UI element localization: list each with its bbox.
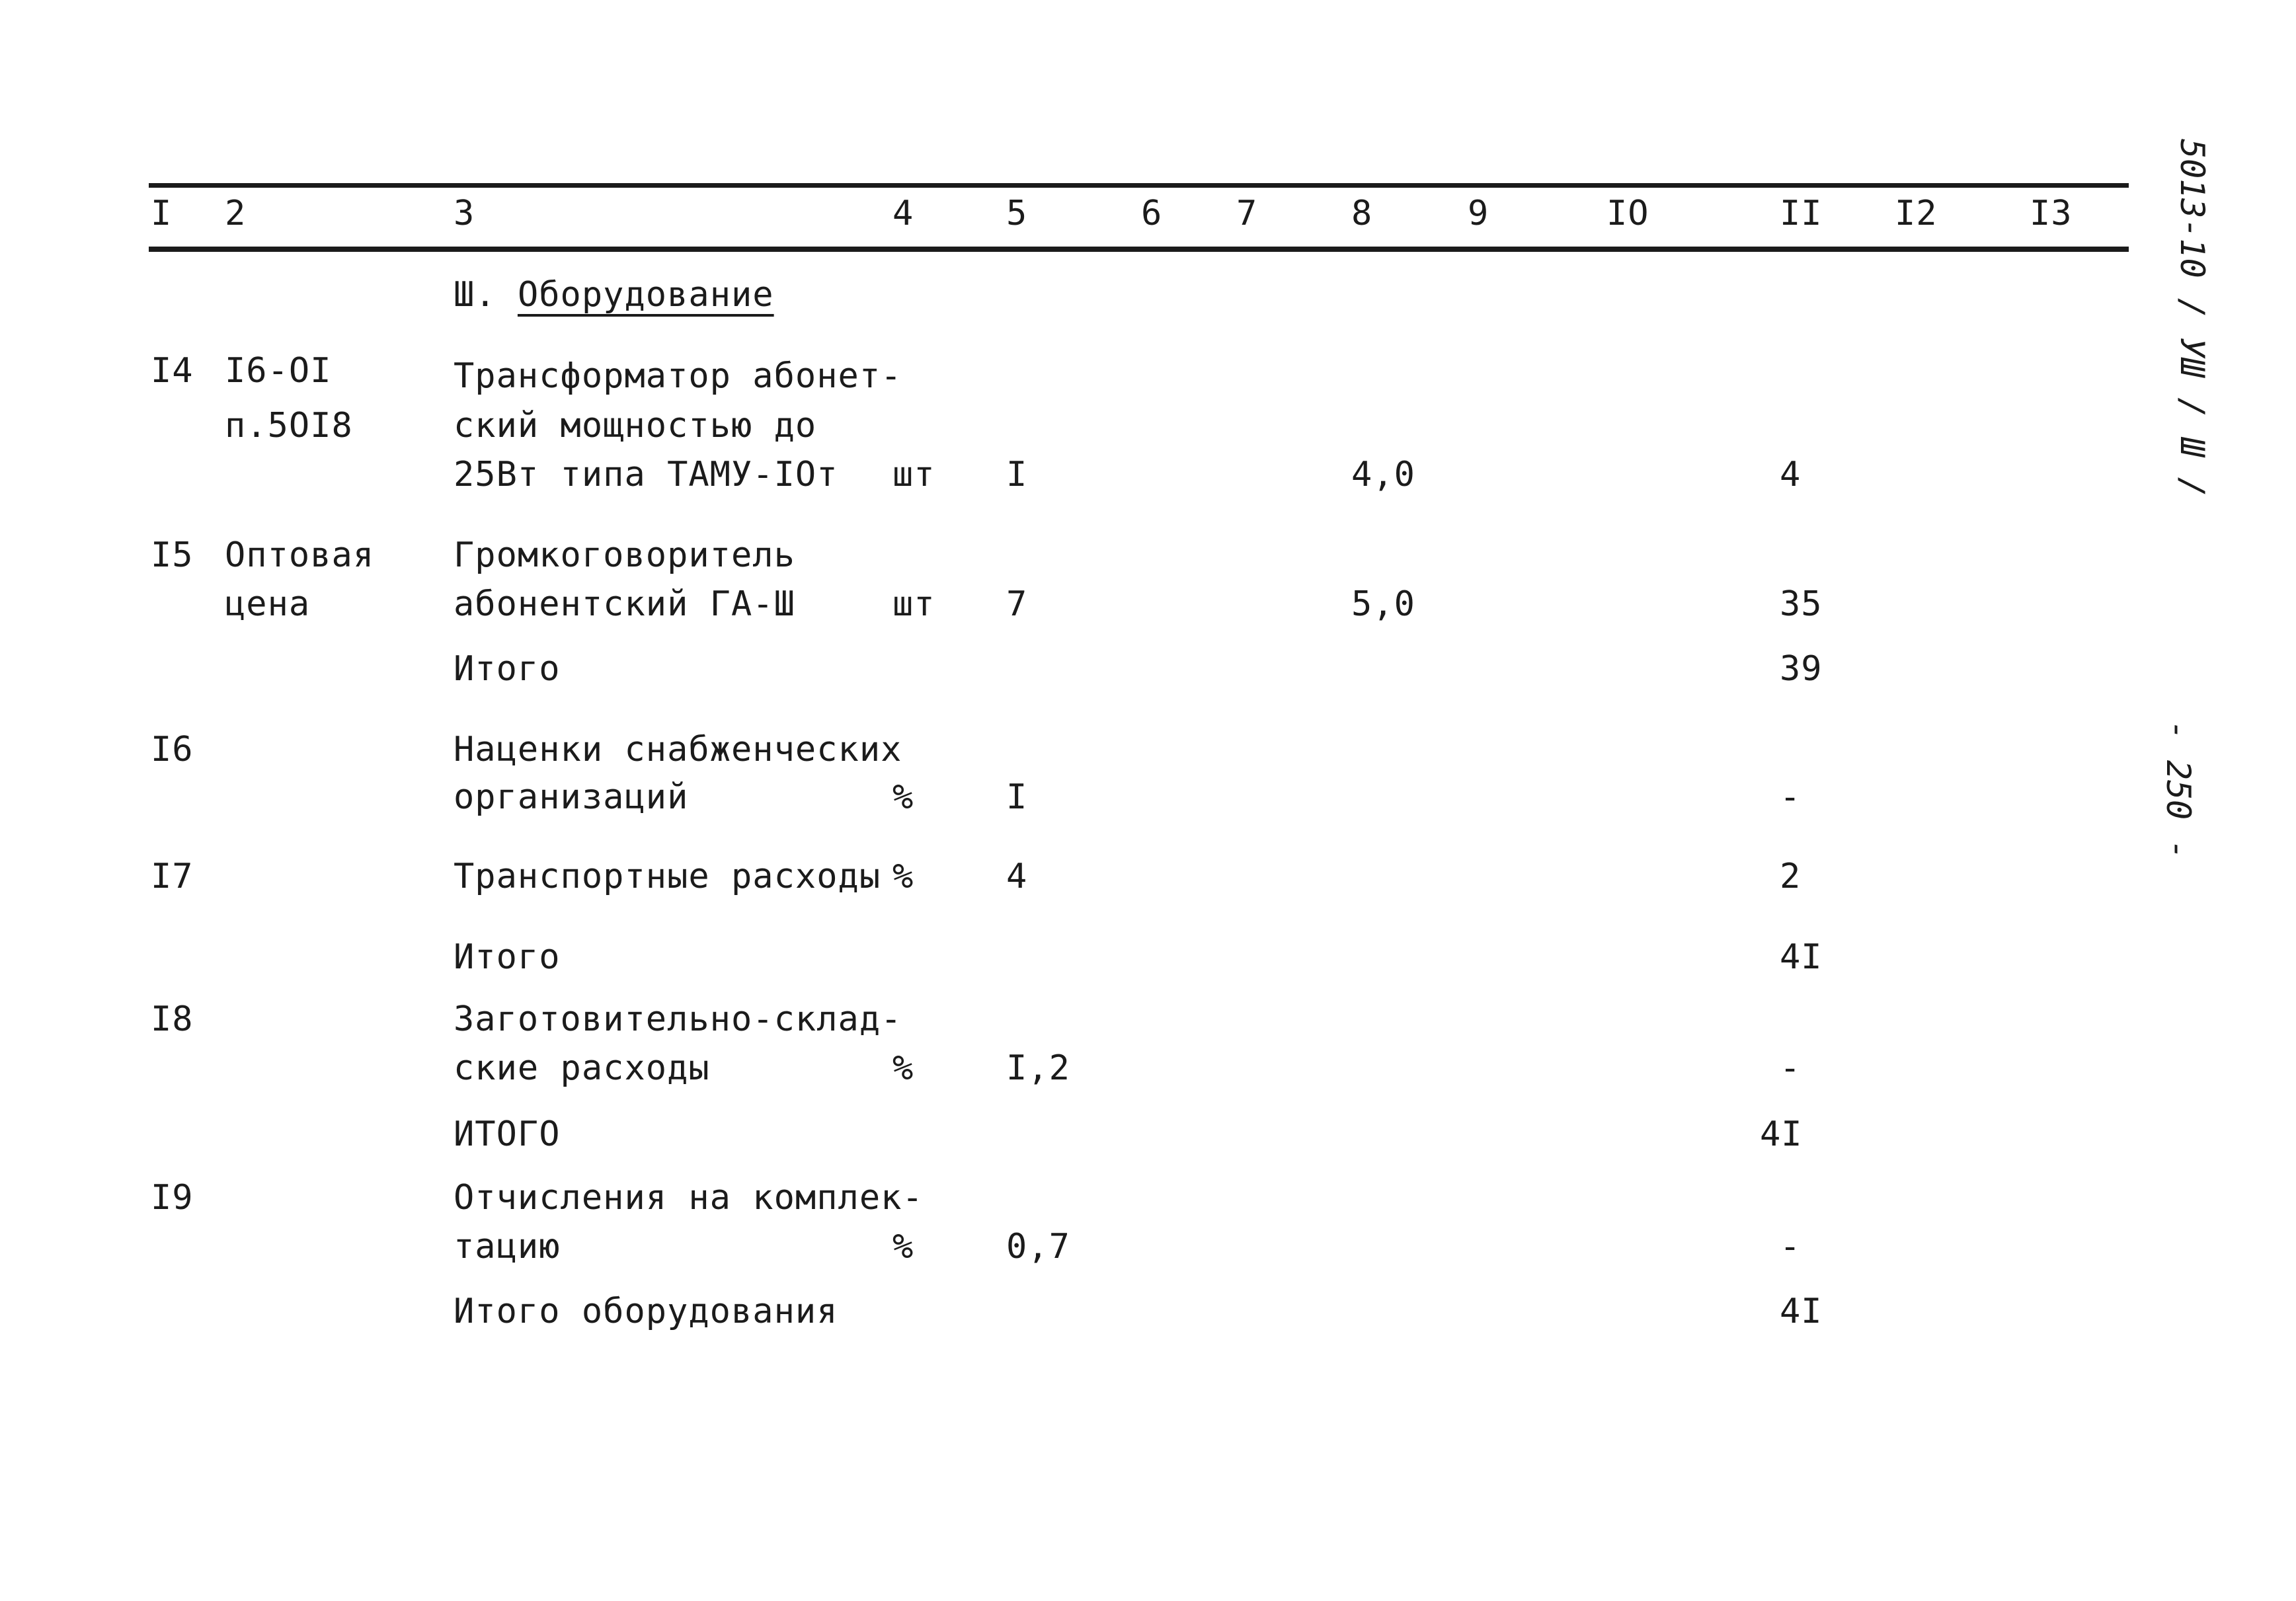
grand-total-value: 4I bbox=[1780, 1292, 1823, 1331]
row-i8-unit: % bbox=[892, 1048, 914, 1088]
row-i8-desc-line-1: Заготовительно-склад- bbox=[454, 999, 902, 1039]
subtotal-1-label: Итого bbox=[454, 649, 561, 689]
col-header-7: 7 bbox=[1236, 194, 1258, 233]
row-i6-qty: I bbox=[1006, 777, 1028, 817]
row-i4-unit: шт bbox=[892, 455, 935, 494]
row-i6-unit: % bbox=[892, 777, 914, 817]
row-i6-desc-line-2: организаций bbox=[454, 777, 689, 817]
table-header-rule bbox=[149, 247, 2129, 252]
row-i5-total: 35 bbox=[1780, 584, 1823, 624]
row-i7-number: I7 bbox=[151, 857, 194, 896]
row-i5-desc-line-1: Громкоговоритель bbox=[454, 535, 795, 575]
row-i4-number: I4 bbox=[151, 351, 194, 391]
table-top-rule bbox=[149, 183, 2129, 188]
col-header-11: II bbox=[1780, 194, 1823, 233]
col-header-13: I3 bbox=[2030, 194, 2073, 233]
row-i6-total: - bbox=[1780, 777, 1801, 817]
col-header-4: 4 bbox=[892, 194, 914, 233]
row-i5-qty: 7 bbox=[1006, 584, 1028, 624]
subtotal-2-total: 4I bbox=[1780, 937, 1823, 977]
row-i7-unit: % bbox=[892, 857, 914, 896]
row-i4-total: 4 bbox=[1780, 455, 1801, 494]
col-header-6: 6 bbox=[1141, 194, 1163, 233]
col-header-1: I bbox=[151, 194, 173, 233]
col-header-3: 3 bbox=[454, 194, 475, 233]
col-header-2: 2 bbox=[225, 194, 247, 233]
col-header-12: I2 bbox=[1895, 194, 1938, 233]
row-i7-qty: 4 bbox=[1006, 857, 1028, 896]
row-i6-desc-line-1: Наценки снабженческих bbox=[454, 730, 902, 769]
row-i4-desc-line-3: 25Вт типа ТАМУ-IOт bbox=[454, 455, 838, 494]
row-i9-desc-line-2: тацию bbox=[454, 1227, 561, 1267]
col-header-5: 5 bbox=[1006, 194, 1028, 233]
row-i5-basis-line-2: цена bbox=[225, 584, 311, 624]
grand-total-label: Итого оборудования bbox=[454, 1292, 838, 1331]
row-i5-price: 5,0 bbox=[1351, 584, 1415, 624]
margin-document-code: 5013-10 / УШ / Ш / bbox=[2173, 139, 2211, 497]
row-i8-number: I8 bbox=[151, 999, 194, 1039]
col-header-10: IO bbox=[1606, 194, 1649, 233]
row-i5-number: I5 bbox=[151, 535, 194, 575]
row-i8-total: - bbox=[1780, 1048, 1801, 1088]
row-i5-desc-line-2: абонентский ГА-Ш bbox=[454, 584, 795, 624]
row-i9-desc-line-1: Отчисления на комплек- bbox=[454, 1178, 924, 1218]
row-i7-total: 2 bbox=[1780, 857, 1801, 896]
margin-page-number: - 250 - bbox=[2159, 720, 2197, 860]
section-title bbox=[454, 275, 774, 315]
row-i8-desc-line-2: ские расходы bbox=[454, 1048, 710, 1088]
row-i5-basis-line-1: Оптовая bbox=[225, 535, 375, 575]
row-i6-number: I6 bbox=[151, 730, 194, 769]
row-i9-qty: 0,7 bbox=[1006, 1227, 1070, 1267]
row-i4-basis-line-1: I6-OI bbox=[225, 351, 332, 391]
row-i9-total: - bbox=[1780, 1227, 1801, 1267]
row-i4-qty: I bbox=[1006, 455, 1028, 494]
col-header-8: 8 bbox=[1351, 194, 1373, 233]
col-header-9: 9 bbox=[1468, 194, 1489, 233]
subtotal-3-label: ИТОГО bbox=[454, 1114, 561, 1154]
row-i4-desc-line-2: ский мощностью до bbox=[454, 406, 817, 446]
row-i4-desc-line-1: Трансформатор абонет- bbox=[454, 356, 902, 396]
row-i4-basis-line-2: п.5OI8 bbox=[225, 406, 353, 446]
section-prefix: Ш. bbox=[454, 275, 496, 315]
row-i9-unit: % bbox=[892, 1227, 914, 1267]
row-i8-qty: I,2 bbox=[1006, 1048, 1070, 1088]
row-i5-unit: шт bbox=[892, 584, 935, 624]
subtotal-2-label: Итого bbox=[454, 937, 561, 977]
section-label: Оборудование bbox=[517, 275, 774, 315]
row-i9-number: I9 bbox=[151, 1178, 194, 1218]
row-i4-price: 4,0 bbox=[1351, 455, 1415, 494]
subtotal-3-total: 4I bbox=[1760, 1114, 1803, 1154]
subtotal-1-total: 39 bbox=[1780, 649, 1823, 689]
row-i7-desc-line-1: Транспортные расходы bbox=[454, 857, 881, 896]
